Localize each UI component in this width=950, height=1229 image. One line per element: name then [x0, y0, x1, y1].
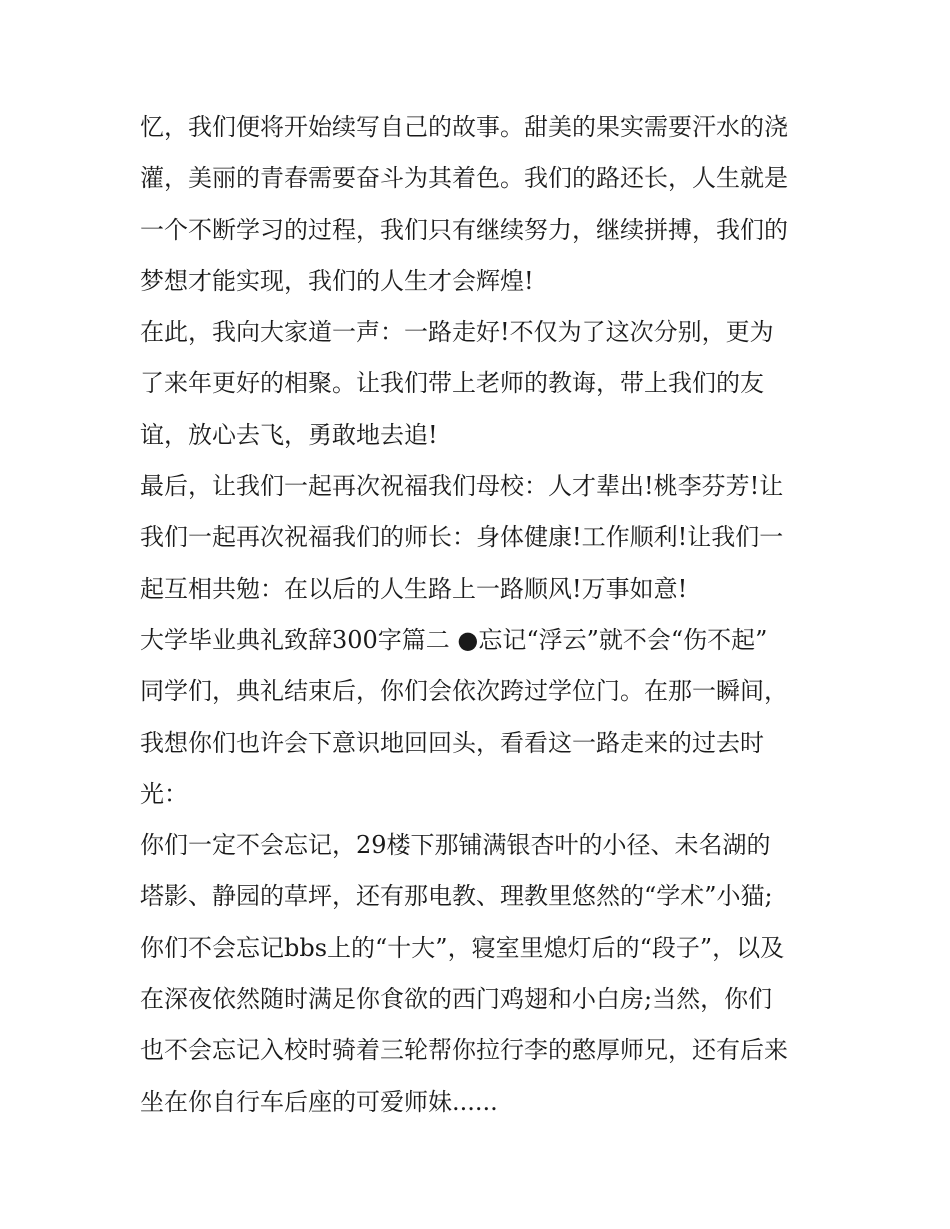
text-line: 我想你们也许会下意识地回回头，看看这一路走来的过去时: [140, 728, 764, 757]
text-line: 坐在你自行车后座的可爱师妹......: [140, 1087, 498, 1116]
text-line: 在此，我向大家道一声：一路走好!不仅为了这次分别，更为: [140, 318, 774, 347]
text-line: 一个不断学习的过程，我们只有继续努力，继续拼搏，我们的: [140, 215, 788, 244]
text-line: 最后，让我们一起再次祝福我们母校：人才辈出!桃李芬芳!让: [140, 472, 784, 501]
text-line: 了来年更好的相聚。让我们带上老师的教诲，带上我们的友: [140, 369, 764, 398]
text-line: 你们一定不会忘记，29楼下那铺满银杏叶的小径、未名湖的: [140, 831, 771, 860]
text-line: 谊，放心去飞，勇敢地去追!: [140, 420, 438, 449]
text-line: 灌，美丽的青春需要奋斗为其着色。我们的路还长，人生就是: [140, 164, 788, 193]
text-line: 你们不会忘记bbs上的“十大”，寝室里熄灯后的“段子”，以及: [140, 933, 785, 962]
text-line: 起互相共勉：在以后的人生路上一路顺风!万事如意!: [140, 574, 688, 603]
text-line: 塔影、静园的草坪，还有那电教、理教里悠然的“学术”小猫;: [140, 882, 773, 911]
section-heading: 大学毕业典礼致辞300字篇二 ●忘记“浮云”就不会“伤不起”: [140, 625, 768, 654]
text-line: 我们一起再次祝福我们的师长：身体健康!工作顺利!让我们一: [140, 523, 784, 552]
document-body: [140, 102, 830, 1128]
text-line: 梦想才能实现，我们的人生才会辉煌!: [140, 266, 534, 295]
text-line: 忆，我们便将开始续写自己的故事。甜美的果实需要汗水的浇: [140, 113, 788, 141]
text-line: 同学们，典礼结束后，你们会依次跨过学位门。在那一瞬间，: [140, 677, 788, 706]
text-line: 也不会忘记入校时骑着三轮帮你拉行李的憨厚师兄，还有后来: [140, 1036, 788, 1065]
text-line: 光：: [140, 779, 188, 808]
text-line: 在深夜依然随时满足你食欲的西门鸡翅和小白房;当然，你们: [140, 985, 773, 1014]
